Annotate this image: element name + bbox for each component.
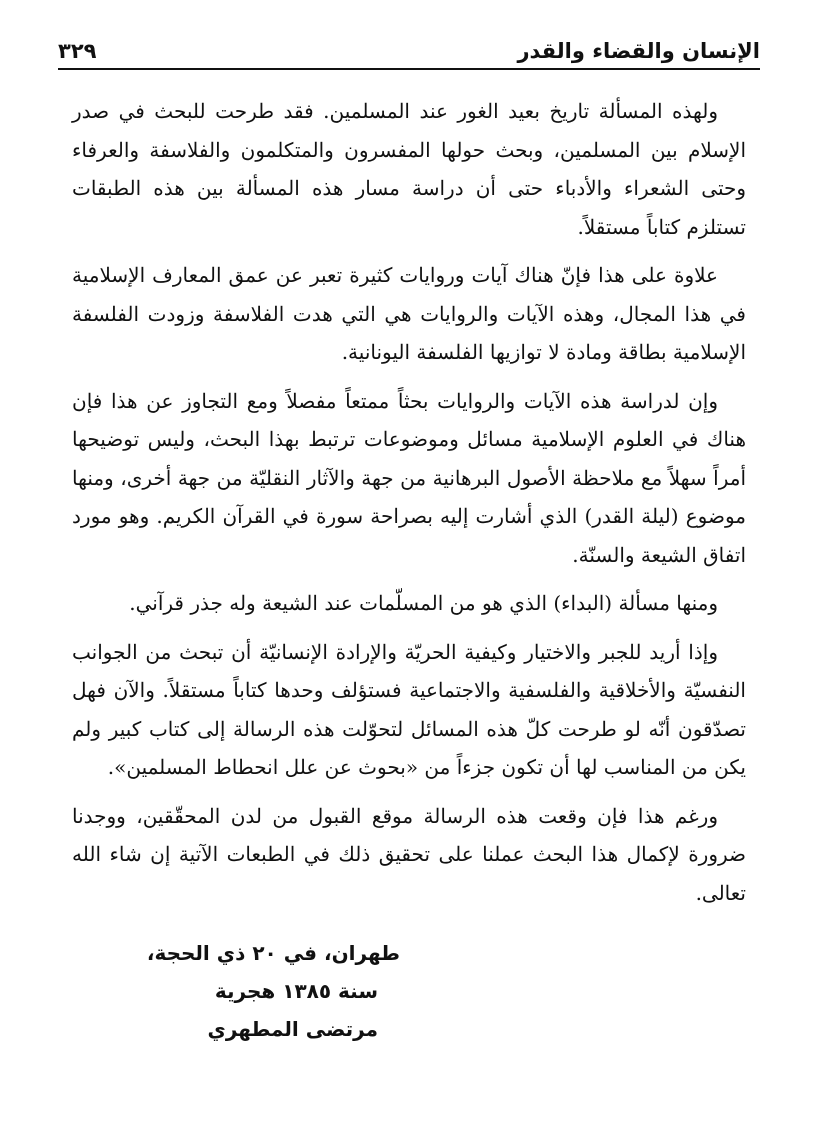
body-text	[72, 92, 746, 922]
running-header	[58, 26, 760, 70]
signature-author: مرتضى المطهري	[207, 1017, 378, 1041]
paragraph: ومنها مسألة (البداء) الذي هو من المسلّمات عند الشيعة وله جذر قرآني.	[129, 591, 718, 615]
signature-block	[147, 934, 400, 1048]
paragraph: وإن لدراسة هذه الآيات والروايات بحثاً ممتعاً مفصلاً ومع التجاوز عن هذا فإن هناك في العلوم الإسلامية مسائل وموضوعات ترتبط بهذا البحث، وليس توضيحها أمراً سهلاً مع ملاحظة الأصول البرهانية من جهة والآثار النقليّة من جهة أخرى، ومنها موضوع (ليلة القدر) الذي أشارت إليه بصراحة سورة في القرآن الكريم. وهو مورد اتفاق الشيعة والسنّة.	[72, 388, 746, 567]
page-number: ٣٢٩	[58, 38, 97, 63]
paragraph: ورغم هذا فإن وقعت هذه الرسالة موقع القبول من لدن المحقّقين، ووجدنا ضرورة لإكمال هذا البحث عملنا على تحقيق ذلك في الطبعات الآتية إن شاء الله تعالى.	[72, 803, 747, 905]
running-header-title: الإنسان والقضاء والقدر	[517, 38, 760, 63]
signature-year: سنة ١٣٨٥ هجرية	[214, 979, 378, 1003]
signature-place-date: طهران، في ٢٠ ذي الحجة،	[146, 941, 400, 965]
paragraph: وإذا أريد للجبر والاختيار وكيفية الحريّة والإرادة الإنسانيّة أن تبحث من الجوانب النفسيّة والأخلاقية والفلسفية والاجتماعية فستؤلف وحدها كتاباً مستقلاً. والآن فهل تصدّقون أنّه لو طرحت كلّ هذه المسائل لتحوّلت هذه الرسالة إلى كتاب كبير ولم يكن من المناسب لها أن تكون جزءاً من «بحوث عن علل انحطاط المسلمين».	[72, 639, 746, 779]
paragraph: علاوة على هذا فإنّ هناك آيات وروايات كثيرة تعبر عن عمق المعارف الإسلامية في هذا المجال، وهذه الآيات والروايات هي التي هدت الفلاسفة وزودت الفلسفة الإسلامية بطاقة ومادة لا توازيها الفلسفة اليونانية.	[72, 263, 746, 364]
paragraph: ولهذه المسألة تاريخ بعيد الغور عند المسلمين. فقد طرحت للبحث في صدر الإسلام بين المسلمين، وبحث حولها المفسرون والمتكلمون والفلاسفة والعرفاء وحتى الشعراء والأدباء حتى أن دراسة مسار هذه المسألة بين هذه الطبقات تستلزم كتاباً مستقلاً.	[72, 99, 746, 239]
